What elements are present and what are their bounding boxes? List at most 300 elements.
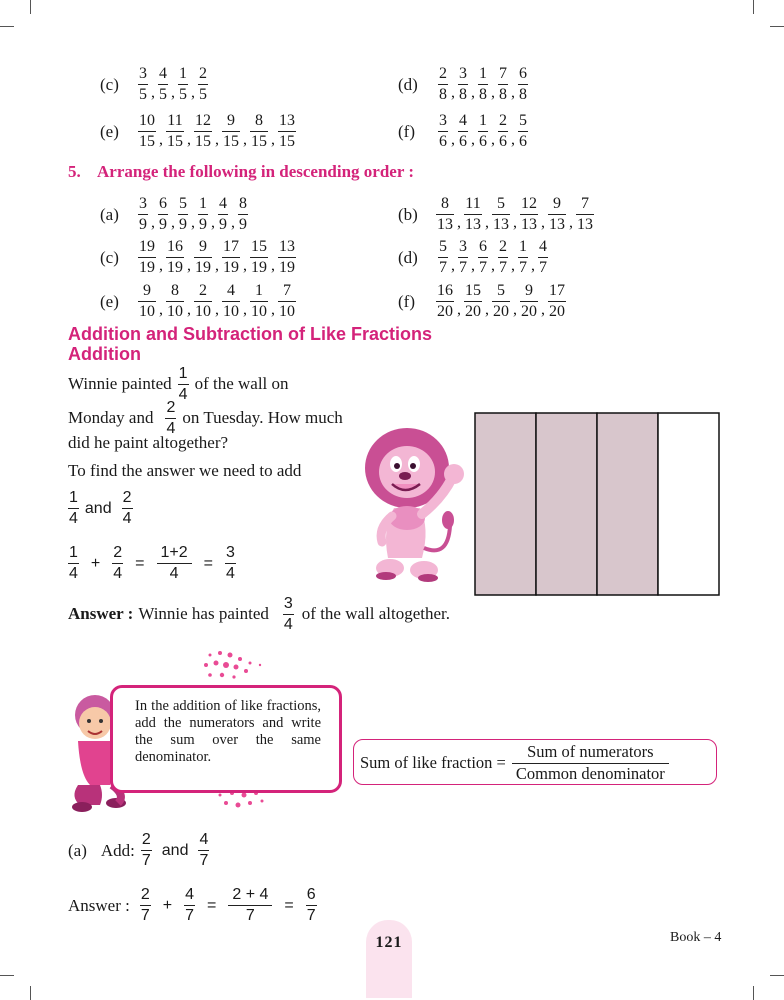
numerator: 4: [539, 238, 547, 255]
fraction: [436, 196, 454, 233]
fraction: [157, 545, 192, 582]
denominator: 13: [577, 216, 593, 233]
denominator: 4: [166, 420, 176, 437]
numerator: 2 + 4: [232, 886, 269, 903]
denominator: 7: [519, 259, 527, 276]
fraction: [458, 239, 468, 276]
q5-row-b: [398, 196, 594, 233]
math-operator: =: [284, 896, 294, 914]
numerator: 9: [525, 282, 533, 299]
numerator: 7: [283, 282, 291, 299]
q5-row-e: [100, 283, 296, 320]
fraction: [478, 113, 488, 150]
denominator: 7: [459, 259, 467, 276]
numerator: 1: [255, 282, 263, 299]
question-title: Arrange the following in descending order :: [97, 162, 415, 181]
numerator: 1: [69, 544, 78, 561]
denominator: 10: [279, 303, 295, 320]
fraction: [184, 887, 195, 924]
comma-separator: ,: [215, 130, 219, 148]
fraction: [278, 283, 296, 320]
denominator: 19: [223, 259, 239, 276]
comma-separator: ,: [511, 130, 515, 148]
crop-mark: [753, 0, 754, 14]
fraction: [198, 196, 208, 233]
fraction: [518, 113, 528, 150]
denominator: 6: [439, 133, 447, 150]
fraction: [158, 196, 168, 233]
numerator: 1: [479, 65, 487, 82]
q5-row-d: [398, 239, 548, 276]
comma-separator: ,: [187, 256, 191, 274]
numerator: 3: [439, 112, 447, 129]
fraction: [478, 66, 488, 103]
denominator: 4: [69, 565, 78, 582]
fraction: [498, 113, 508, 150]
tip-text: In the addition of like fractions, add the numerators and write the sum over the same denominator.: [135, 698, 321, 765]
denominator: 10: [195, 303, 211, 320]
example-label: (a): [68, 840, 87, 860]
denominator: 13: [521, 216, 537, 233]
numerator: 16: [437, 282, 453, 299]
crop-mark: [30, 986, 31, 1000]
fraction: [178, 196, 188, 233]
denominator: 19: [139, 259, 155, 276]
numerator: 4: [185, 886, 195, 903]
numerator: 2: [113, 544, 123, 561]
denominator: 6: [499, 133, 507, 150]
denominator: 6: [459, 133, 467, 150]
fraction: [198, 66, 208, 103]
denominator: 15: [279, 133, 295, 150]
comma-separator: ,: [491, 83, 495, 101]
item-label: (d): [398, 247, 418, 267]
story-text: on Tuesday. How much: [182, 408, 343, 428]
math-operator: +: [90, 554, 101, 572]
comma-separator: ,: [187, 300, 191, 318]
comma-separator: ,: [491, 130, 495, 148]
numerator: 3: [283, 595, 293, 612]
numerator: 15: [465, 282, 481, 299]
example-a: [68, 832, 209, 869]
numerator: 17: [223, 238, 239, 255]
addition-equation: [68, 545, 236, 582]
denominator: 4: [225, 565, 235, 582]
denominator: 19: [251, 259, 267, 276]
denominator: 20: [437, 303, 453, 320]
fraction: [250, 113, 268, 150]
denominator: 7: [140, 907, 150, 924]
story-add-fractions: [68, 490, 133, 527]
denominator: 9: [239, 216, 247, 233]
item-label: (c): [100, 247, 119, 267]
answer-line: [68, 596, 450, 633]
denominator: 4: [113, 565, 123, 582]
fraction: [141, 832, 152, 869]
section-heading: [68, 324, 432, 364]
formula-label: Sum of like fraction =: [360, 753, 506, 772]
crop-mark: [770, 975, 784, 976]
story-text: of the wall on: [194, 374, 289, 394]
numerator: 13: [279, 112, 295, 129]
numerator: 16: [167, 238, 183, 255]
fraction: [218, 196, 228, 233]
denominator: 7: [141, 852, 151, 869]
comma-separator: ,: [171, 213, 175, 231]
item-label: (a): [100, 204, 119, 224]
answer-label: Answer :: [68, 604, 134, 624]
comma-separator: ,: [151, 83, 155, 101]
story-text: Monday and: [68, 408, 154, 428]
comma-separator: ,: [471, 256, 475, 274]
crop-mark: [770, 26, 784, 27]
fraction: [198, 832, 209, 869]
comma-separator: ,: [151, 213, 155, 231]
numerator: 2: [166, 399, 176, 416]
comma-separator: ,: [569, 213, 573, 231]
fraction: [238, 196, 248, 233]
comma-separator: ,: [511, 83, 515, 101]
denominator: 10: [251, 303, 267, 320]
math-operator: =: [135, 554, 145, 572]
story-text: Winnie painted: [68, 374, 172, 394]
denominator: 8: [479, 86, 487, 103]
numerator: 2: [141, 831, 151, 848]
denominator: 19: [167, 259, 183, 276]
crop-mark: [753, 986, 754, 1000]
crop-mark: [30, 0, 31, 14]
comma-separator: ,: [531, 256, 535, 274]
numerator: 5: [497, 282, 505, 299]
fraction: [278, 113, 296, 150]
math-operator: =: [207, 896, 217, 914]
numerator: 12: [195, 112, 211, 129]
formula-box: [353, 739, 717, 785]
numerator: 8: [239, 195, 247, 212]
numerator: 3: [139, 195, 147, 212]
question-heading: [68, 162, 414, 182]
numerator: 8: [255, 112, 263, 129]
story-line-2: [68, 400, 343, 437]
numerator: 2: [499, 238, 507, 255]
denominator: 5: [199, 86, 207, 103]
denominator: 8: [459, 86, 467, 103]
fraction: [178, 66, 188, 103]
comma-separator: ,: [243, 256, 247, 274]
comma-separator: ,: [271, 256, 275, 274]
comma-separator: ,: [541, 300, 545, 318]
fraction: [194, 113, 212, 150]
item-label: (c): [100, 74, 119, 94]
comma-separator: ,: [191, 213, 195, 231]
numerator: 11: [167, 112, 183, 129]
fraction: [478, 239, 488, 276]
fraction: [518, 239, 528, 276]
comma-separator: ,: [457, 300, 461, 318]
denominator: 20: [521, 303, 537, 320]
numerator: 3: [459, 65, 467, 82]
question-number: 5.: [68, 162, 81, 181]
story-line-4: To find the answer we need to add: [68, 461, 302, 480]
fraction: [458, 113, 468, 150]
fraction: [520, 196, 538, 233]
wall-part-shaded: [475, 413, 536, 595]
fraction: [458, 66, 468, 103]
comma-separator: ,: [485, 300, 489, 318]
fraction: [576, 196, 594, 233]
numerator: 9: [199, 238, 207, 255]
item-label: (e): [100, 291, 119, 311]
fraction: [228, 887, 272, 924]
fraction: [158, 66, 168, 103]
fraction: [222, 113, 240, 150]
comma-separator: ,: [243, 130, 247, 148]
fraction: [438, 66, 448, 103]
numerator: 5: [439, 238, 447, 255]
and-word: and: [161, 841, 189, 859]
fraction: [166, 283, 184, 320]
exercise-row-d: [398, 66, 528, 103]
fraction: [548, 196, 566, 233]
math-operator: +: [162, 896, 173, 914]
fraction: [464, 196, 482, 233]
numerator: 4: [227, 282, 235, 299]
fraction: [498, 66, 508, 103]
numerator: 7: [581, 195, 589, 212]
denominator: 9: [159, 216, 167, 233]
comma-separator: ,: [511, 256, 515, 274]
numerator: 3: [139, 65, 147, 82]
numerator: 19: [139, 238, 155, 255]
denominator: 9: [179, 216, 187, 233]
numerator: 3: [459, 238, 467, 255]
comma-separator: ,: [159, 130, 163, 148]
numerator: 1: [479, 112, 487, 129]
numerator: 4: [219, 195, 227, 212]
numerator: 2: [199, 65, 207, 82]
fraction: [68, 545, 79, 582]
comma-separator: ,: [513, 213, 517, 231]
numerator: 5: [179, 195, 187, 212]
fraction: [306, 887, 317, 924]
lion-illustration: [352, 418, 474, 590]
numerator: 7: [499, 65, 507, 82]
fraction: [492, 196, 510, 233]
denominator: 15: [167, 133, 183, 150]
denominator: 7: [439, 259, 447, 276]
denominator: 7: [228, 905, 272, 924]
fraction: [222, 239, 240, 276]
numerator: 9: [143, 282, 151, 299]
fraction: [283, 596, 294, 633]
numerator: 2: [439, 65, 447, 82]
denominator: 10: [139, 303, 155, 320]
numerator: 13: [279, 238, 295, 255]
numerator: 4: [459, 112, 467, 129]
example-add-word: Add:: [100, 840, 135, 860]
fraction: [222, 283, 240, 320]
comma-separator: ,: [471, 130, 475, 148]
exercise-row-c: [100, 66, 208, 103]
denominator: 13: [465, 216, 481, 233]
numerator: 5: [497, 195, 505, 212]
comma-separator: ,: [451, 83, 455, 101]
comma-separator: ,: [159, 256, 163, 274]
denominator: 19: [195, 259, 211, 276]
exercise-row-f: [398, 113, 528, 150]
section-title: Addition and Subtraction of Like Fractions: [68, 324, 433, 344]
numerator: 6: [519, 65, 527, 82]
crop-mark: [0, 975, 14, 976]
denominator: 4: [157, 563, 192, 582]
exercise-row-e: [100, 113, 296, 150]
denominator: 8: [499, 86, 507, 103]
numerator: 10: [139, 112, 155, 129]
numerator: 5: [519, 112, 527, 129]
denominator: 5: [179, 86, 187, 103]
comma-separator: ,: [187, 130, 191, 148]
denominator: 13: [493, 216, 509, 233]
denominator: 6: [519, 133, 527, 150]
denominator: 13: [437, 216, 453, 233]
denominator: 10: [223, 303, 239, 320]
numerator: 1: [199, 195, 207, 212]
and-word: and: [84, 499, 112, 517]
example-answer: [68, 887, 317, 924]
comma-separator: ,: [513, 300, 517, 318]
math-operator: =: [203, 554, 213, 572]
comma-separator: ,: [491, 256, 495, 274]
fraction: [68, 490, 79, 527]
denominator: 9: [199, 216, 207, 233]
comma-separator: ,: [451, 256, 455, 274]
numerator: 9: [553, 195, 561, 212]
numerator: 1+2: [160, 544, 188, 561]
fraction: [138, 66, 148, 103]
denominator: 7: [306, 907, 316, 924]
item-label: (b): [398, 204, 418, 224]
denominator: 20: [493, 303, 509, 320]
book-label: Book – 4: [670, 930, 722, 945]
comma-separator: ,: [191, 83, 195, 101]
fraction: [538, 239, 548, 276]
formula-denominator: Common denominator: [512, 763, 669, 783]
page-number-tab: [366, 920, 412, 998]
numerator: 6: [306, 886, 316, 903]
denominator: 4: [69, 510, 78, 527]
denominator: 9: [219, 216, 227, 233]
numerator: 2: [199, 282, 207, 299]
story-line-1: [68, 366, 289, 403]
denominator: 8: [439, 86, 447, 103]
answer-label: Answer :: [68, 895, 130, 915]
comma-separator: ,: [215, 256, 219, 274]
answer-text: Winnie has painted: [138, 604, 269, 624]
section-subtitle: Addition: [68, 344, 141, 364]
crop-mark: [0, 26, 14, 27]
denominator: 9: [139, 216, 147, 233]
numerator: 2: [499, 112, 507, 129]
numerator: 9: [227, 112, 235, 129]
page-number: 121: [375, 934, 403, 951]
comma-separator: ,: [457, 213, 461, 231]
fraction: [138, 113, 156, 150]
denominator: 7: [185, 907, 195, 924]
fraction: [548, 283, 566, 320]
comma-separator: ,: [271, 130, 275, 148]
numerator: 2: [140, 886, 150, 903]
fraction: [278, 239, 296, 276]
numerator: 15: [251, 238, 267, 255]
q5-row-c: [100, 239, 296, 276]
fraction: [512, 744, 669, 782]
denominator: 15: [195, 133, 211, 150]
denominator: 7: [479, 259, 487, 276]
fraction: [194, 239, 212, 276]
numerator: 1: [69, 489, 78, 506]
wall-part-shaded: [597, 413, 658, 595]
numerator: 2: [122, 489, 132, 506]
fraction: [250, 283, 268, 320]
denominator: 6: [479, 133, 487, 150]
comma-separator: ,: [471, 83, 475, 101]
fraction: [166, 239, 184, 276]
denominator: 7: [539, 259, 547, 276]
denominator: 4: [122, 510, 132, 527]
comma-separator: ,: [211, 213, 215, 231]
fraction: [518, 66, 528, 103]
comma-separator: ,: [485, 213, 489, 231]
denominator: 15: [223, 133, 239, 150]
item-label: (d): [398, 74, 418, 94]
item-label: (f): [398, 121, 415, 141]
denominator: 10: [167, 303, 183, 320]
numerator: 4: [199, 831, 209, 848]
numerator: 1: [179, 65, 187, 82]
numerator: 6: [479, 238, 487, 255]
fraction: [178, 366, 189, 403]
wall-part-shaded: [536, 413, 597, 595]
q5-row-a: [100, 196, 248, 233]
fraction: [122, 490, 133, 527]
fraction: [225, 545, 236, 582]
wall-part-unshaded: [658, 413, 719, 595]
denominator: 20: [465, 303, 481, 320]
denominator: 7: [199, 852, 209, 869]
fraction: [464, 283, 482, 320]
fraction: [138, 196, 148, 233]
denominator: 20: [549, 303, 565, 320]
comma-separator: ,: [243, 300, 247, 318]
fraction: [194, 283, 212, 320]
numerator: 17: [549, 282, 565, 299]
fraction: [138, 283, 156, 320]
fraction: [498, 239, 508, 276]
item-label: (e): [100, 121, 119, 141]
fraction: [492, 283, 510, 320]
numerator: 3: [225, 544, 235, 561]
fraction: [520, 283, 538, 320]
fraction: [166, 113, 184, 150]
formula-numerator: Sum of numerators: [527, 742, 654, 761]
answer-text: of the wall altogether.: [301, 604, 451, 624]
numerator: 12: [521, 195, 537, 212]
fraction: [138, 239, 156, 276]
comma-separator: ,: [451, 130, 455, 148]
denominator: 7: [499, 259, 507, 276]
denominator: 13: [549, 216, 565, 233]
q5-row-f: [398, 283, 566, 320]
